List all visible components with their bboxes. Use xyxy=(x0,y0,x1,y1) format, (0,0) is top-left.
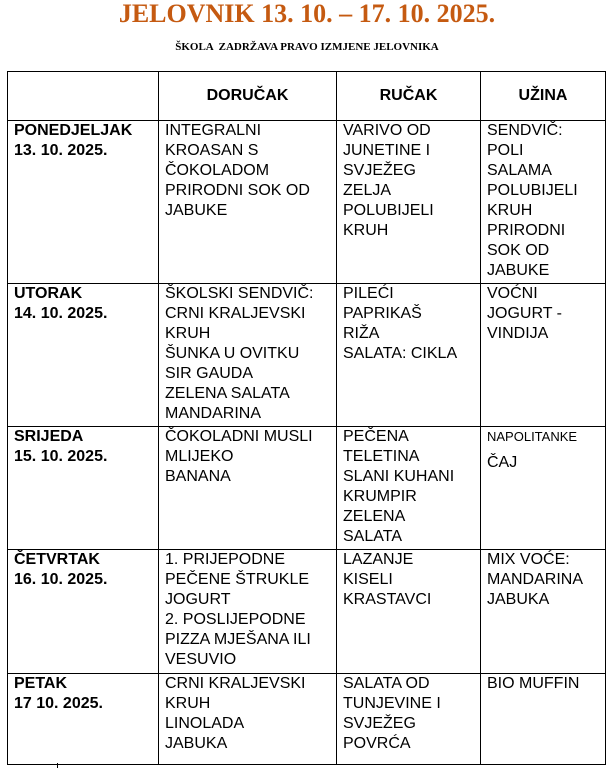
menu-item: VESUVIO xyxy=(165,651,237,668)
menu-item: ČOKOLADNI MUSLI xyxy=(165,428,313,445)
menu-item: SALAMA xyxy=(487,162,552,179)
menu-item: KRUMPIR xyxy=(343,488,417,505)
snack-cell xyxy=(481,674,606,765)
menu-item: TUNJEVINE I xyxy=(343,695,441,712)
menu-item: JABUKA xyxy=(487,591,550,608)
menu-item: RIŽA xyxy=(343,325,380,342)
day-date: 17 10. 2025. xyxy=(14,695,103,712)
snack-cell xyxy=(481,284,606,427)
menu-item: KRASTAVCI xyxy=(343,591,432,608)
lunch-cell xyxy=(337,674,481,765)
day-cell xyxy=(8,284,159,427)
lunch-cell xyxy=(337,284,481,427)
header-day xyxy=(8,72,159,121)
menu-item: KRUH xyxy=(165,695,211,712)
menu-item: SALATA: CIKLA xyxy=(343,345,458,362)
day-cell xyxy=(8,550,159,674)
menu-item: ČOKOLADOM xyxy=(165,162,270,179)
breakfast-cell xyxy=(159,550,337,674)
menu-item: INTEGRALNI xyxy=(165,122,262,139)
menu-item: LINOLADA xyxy=(165,715,245,732)
menu-item: ZELJA xyxy=(343,182,392,199)
menu-item: KISELI xyxy=(343,571,393,588)
menu-item: JOGURT - xyxy=(487,305,562,322)
menu-item: JABUKA xyxy=(165,735,228,752)
day-cell xyxy=(8,674,159,765)
day-name: ČETVRTAK xyxy=(14,551,100,568)
day-date: 15. 10. 2025. xyxy=(14,448,108,465)
breakfast-cell xyxy=(159,121,337,284)
menu-item: MIX VOĆE: xyxy=(487,551,570,568)
page-title: JELOVNIK 13. 10. – 17. 10. 2025. xyxy=(118,0,496,28)
menu-item: MLIJEKO xyxy=(165,448,234,465)
menu-item: KRUH xyxy=(343,222,389,239)
menu-item: PRIRODNI xyxy=(487,222,566,239)
lunch-cell xyxy=(337,427,481,550)
snack-cell xyxy=(481,427,606,550)
breakfast-cell xyxy=(159,674,337,765)
day-date: 16. 10. 2025. xyxy=(14,571,108,588)
menu-item: JOGURT xyxy=(165,591,231,608)
lunch-cell xyxy=(337,550,481,674)
menu-item: SALATA OD xyxy=(343,675,430,692)
menu-item: SALATA xyxy=(343,528,402,545)
menu-item: PAPRIKAŠ xyxy=(343,305,422,322)
menu-item: JABUKE xyxy=(487,262,550,279)
day-date: 13. 10. 2025. xyxy=(14,142,108,159)
menu-item: NAPOLITANKE xyxy=(487,429,578,444)
header-lunch: RUČAK xyxy=(337,72,481,121)
menu-item: JUNETINE I xyxy=(343,142,431,159)
menu-item: POLUBIJELI xyxy=(343,202,434,219)
day-row xyxy=(8,427,606,550)
page-break-mark xyxy=(57,763,58,768)
menu-item: PIZZA MJEŠANA ILI xyxy=(165,631,311,648)
day-name: PONEDJELJAK xyxy=(14,122,133,139)
menu-item: VARIVO OD xyxy=(343,122,431,139)
menu-item: VINDIJA xyxy=(487,325,549,342)
menu-item: MANDARINA xyxy=(165,405,262,422)
day-row xyxy=(8,284,606,427)
lunch-cell xyxy=(337,121,481,284)
menu-item: ŠKOLSKI SENDVIČ: xyxy=(165,285,314,302)
menu-item: SENDVIČ: xyxy=(487,122,563,139)
menu-item: BIO MUFFIN xyxy=(487,675,580,692)
menu-item: PILEĆI xyxy=(343,285,394,302)
day-cell xyxy=(8,121,159,284)
menu-item: BANANA xyxy=(165,468,231,485)
menu-item: SOK OD xyxy=(487,242,550,259)
menu-item: 1. PRIJEPODNE xyxy=(165,551,286,568)
menu-item: PEČENE ŠTRUKLE xyxy=(165,571,310,588)
menu-item: TELETINA xyxy=(343,448,420,465)
day-name: UTORAK xyxy=(14,285,83,302)
day-row xyxy=(8,550,606,674)
menu-item: MANDARINA xyxy=(487,571,584,588)
breakfast-cell xyxy=(159,427,337,550)
menu-item: POLI xyxy=(487,142,524,159)
menu-item: PEČENA xyxy=(343,428,409,445)
day-row xyxy=(8,121,606,284)
menu-item: JABUKE xyxy=(165,202,228,219)
menu-item: KROASAN S xyxy=(165,142,259,159)
breakfast-cell xyxy=(159,284,337,427)
menu-item: ČAJ xyxy=(487,454,518,471)
menu-table xyxy=(7,71,606,765)
day-name: SRIJEDA xyxy=(14,428,84,445)
menu-item: ŠUNKA U OVITKU xyxy=(165,345,300,362)
menu-item: KRUH xyxy=(165,325,211,342)
day-row xyxy=(8,674,606,765)
menu-item: ZELENA SALATA xyxy=(165,385,290,402)
menu-item: SLANI KUHANI xyxy=(343,468,455,485)
snack-cell xyxy=(481,121,606,284)
menu-item: POVRĆA xyxy=(343,735,411,752)
menu-item: SVJEŽEG xyxy=(343,715,416,732)
menu-item: POLUBIJELI xyxy=(487,182,578,199)
header-snack: UŽINA xyxy=(481,72,606,121)
header-breakfast: DORUČAK xyxy=(159,72,337,121)
day-cell xyxy=(8,427,159,550)
header-row xyxy=(8,72,606,121)
snack-cell xyxy=(481,550,606,674)
day-date: 14. 10. 2025. xyxy=(14,305,108,322)
menu-item: CRNI KRALJEVSKI xyxy=(165,305,306,322)
menu-item: 2. POSLIJEPODNE xyxy=(165,611,306,628)
menu-item: SIR GAUDA xyxy=(165,365,254,382)
menu-item: CRNI KRALJEVSKI xyxy=(165,675,306,692)
notice-subtitle: ŠKOLA ZADRŽAVA PRAVO IZMJENE JELOVNIKA xyxy=(175,41,439,53)
menu-item: KRUH xyxy=(487,202,533,219)
menu-item: ZELENA xyxy=(343,508,406,525)
menu-item: SVJEŽEG xyxy=(343,162,416,179)
menu-item: LAZANJE xyxy=(343,551,414,568)
menu-item: VOĆNI xyxy=(487,285,538,302)
day-name: PETAK xyxy=(14,675,68,692)
menu-item: PRIRODNI SOK OD xyxy=(165,182,310,199)
